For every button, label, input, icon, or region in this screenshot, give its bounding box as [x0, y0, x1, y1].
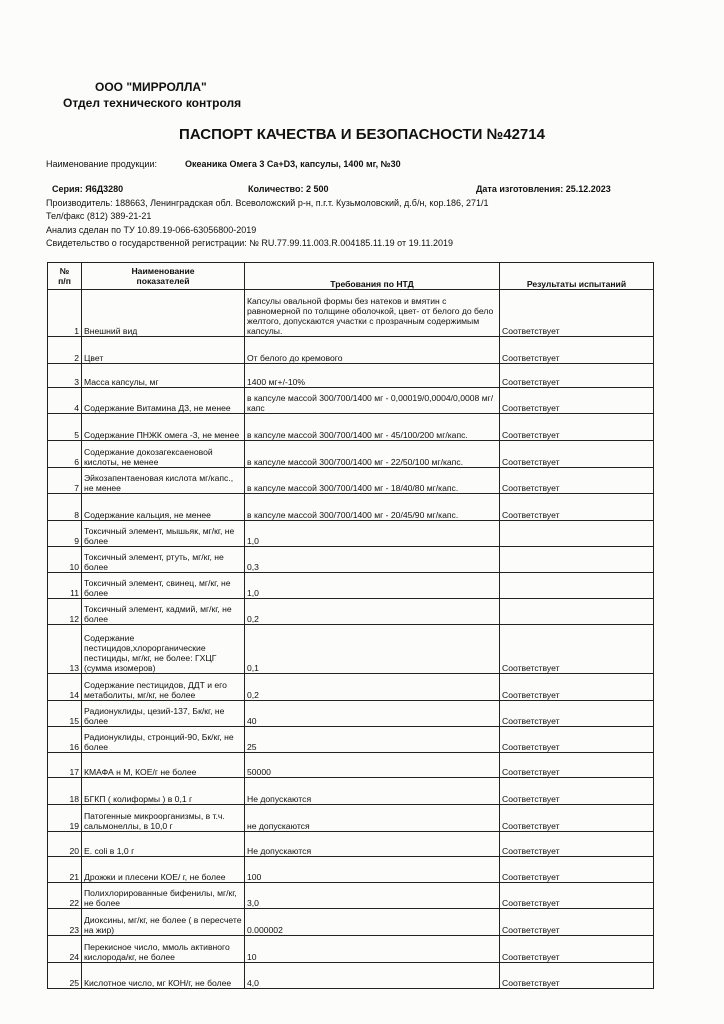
row-result: Соответствует: [500, 857, 654, 883]
row-requirement: 0,2: [245, 674, 500, 701]
row-result: Соответствует: [500, 753, 654, 778]
row-result: Соответствует: [500, 290, 654, 337]
row-number: 20: [48, 832, 82, 857]
row-requirement: Не допускаются: [245, 778, 500, 805]
row-result: Соответствует: [500, 674, 654, 701]
product-label: Наименование продукции:: [46, 159, 157, 169]
table-row: [48, 364, 654, 388]
row-number: 17: [48, 753, 82, 778]
row-result: Соответствует: [500, 337, 654, 364]
row-indicator: Цвет: [82, 337, 245, 364]
row-result: [500, 599, 654, 625]
row-requirement: в капсуле массой 300/700/1400 мг - 0,00019/0,0004/0,0008 мг/капс: [245, 388, 500, 414]
table-row: [48, 727, 654, 753]
row-requirement: 4,0: [245, 963, 500, 989]
table-row: [48, 805, 654, 832]
quality-table: [47, 262, 654, 989]
table-row: [48, 547, 654, 573]
row-indicator: Токсичный элемент, ртуть, мг/кг, не более: [82, 547, 245, 573]
row-indicator: Содержание ПНЖК омега -3, не менее: [82, 414, 245, 441]
table-row: [48, 674, 654, 701]
table-body: [48, 290, 654, 989]
row-result: Соответствует: [500, 625, 654, 674]
row-result: [500, 521, 654, 547]
row-indicator: Токсичный элемент, кадмий, мг/кг, не более: [82, 599, 245, 625]
row-number: 13: [48, 625, 82, 674]
row-requirement: 1400 мг+/-10%: [245, 364, 500, 388]
row-result: Соответствует: [500, 494, 654, 521]
row-indicator: Полихлорированные бифенилы, мг/кг, не более: [82, 883, 245, 909]
row-requirement: 1,0: [245, 573, 500, 599]
row-number: 12: [48, 599, 82, 625]
header-num: № п/п: [48, 263, 82, 290]
row-result: [500, 547, 654, 573]
row-indicator: Кислотное число, мг КОН/г, не более: [82, 963, 245, 989]
row-indicator: Токсичный элемент, свинец, мг/кг, не более: [82, 573, 245, 599]
row-number: 23: [48, 909, 82, 936]
row-result: Соответствует: [500, 468, 654, 494]
table-row: [48, 778, 654, 805]
row-indicator: Диоксины, мг/кг, не более ( в пересчете на жир): [82, 909, 245, 936]
row-requirement: в капсуле массой 300/700/1400 мг - 22/50/100 мг/капс.: [245, 441, 500, 468]
row-number: 11: [48, 573, 82, 599]
row-number: 16: [48, 727, 82, 753]
row-number: 5: [48, 414, 82, 441]
row-indicator: Содержание кальция, не менее: [82, 494, 245, 521]
table-row: [48, 573, 654, 599]
producer: Производитель: 188663, Ленинградская обл. Всеволожский р-н, п.г.т. Кузьмоловский, д.б/н, кор.186, 271/1: [46, 198, 489, 208]
row-number: 15: [48, 701, 82, 727]
row-indicator: Содержание Витамина Д3, не менее: [82, 388, 245, 414]
row-result: Соответствует: [500, 832, 654, 857]
row-indicator: Внешний вид: [82, 290, 245, 337]
document-title: ПАСПОРТ КАЧЕСТВА И БЕЗОПАСНОСТИ №42714: [179, 126, 545, 143]
row-number: 19: [48, 805, 82, 832]
series: Серия: Я6Д3280: [52, 184, 124, 194]
table-row: [48, 909, 654, 936]
row-result: Соответствует: [500, 701, 654, 727]
row-indicator: Радионуклиды, стронций-90, Бк/кг, не более: [82, 727, 245, 753]
row-number: 9: [48, 521, 82, 547]
row-number: 18: [48, 778, 82, 805]
row-requirement: в капсуле массой 300/700/1400 мг - 18/40/80 мг/капс.: [245, 468, 500, 494]
row-indicator: Масса капсулы, мг: [82, 364, 245, 388]
row-result: Соответствует: [500, 883, 654, 909]
row-number: 1: [48, 290, 82, 337]
row-number: 2: [48, 337, 82, 364]
row-result: Соответствует: [500, 727, 654, 753]
row-number: 24: [48, 936, 82, 963]
row-requirement: в капсуле массой 300/700/1400 мг - 45/100/200 мг/капс.: [245, 414, 500, 441]
row-indicator: E. coli в 1,0 г: [82, 832, 245, 857]
row-result: Соответствует: [500, 778, 654, 805]
table-row: [48, 625, 654, 674]
row-indicator: Содержание пестицидов, ДДТ и его метаболиты, мг/кг, не более: [82, 674, 245, 701]
row-requirement: От белого до кремового: [245, 337, 500, 364]
table-row: [48, 441, 654, 468]
table-row: [48, 414, 654, 441]
row-number: 7: [48, 468, 82, 494]
table-row: [48, 521, 654, 547]
row-number: 14: [48, 674, 82, 701]
row-result: Соответствует: [500, 805, 654, 832]
row-result: Соответствует: [500, 936, 654, 963]
row-number: 22: [48, 883, 82, 909]
row-requirement: 0.000002: [245, 909, 500, 936]
row-number: 3: [48, 364, 82, 388]
row-requirement: 0,1: [245, 625, 500, 674]
row-indicator: КМАФА н М, КОЕ/г не более: [82, 753, 245, 778]
table-row: [48, 494, 654, 521]
row-requirement: Капсулы овальной формы без натеков и вмятин с равномерной по толщине оболочкой, цвет- от белого до бело желтого, допускаются участки с прозрачным содержимым капсулы.: [245, 290, 500, 337]
row-number: 4: [48, 388, 82, 414]
row-result: Соответствует: [500, 388, 654, 414]
phone: Тел/факс (812) 389-21-21: [46, 211, 152, 221]
table-row: [48, 290, 654, 337]
row-result: Соответствует: [500, 441, 654, 468]
header-results: Результаты испытаний: [500, 263, 654, 290]
row-indicator: Эйкозапентаеновая кислота мг/капс., не менее: [82, 468, 245, 494]
row-number: 6: [48, 441, 82, 468]
table-row: [48, 883, 654, 909]
row-result: [500, 573, 654, 599]
row-requirement: 50000: [245, 753, 500, 778]
table-row: [48, 936, 654, 963]
org-name: ООО "МИРРОЛЛА": [95, 80, 207, 94]
table-row: [48, 388, 654, 414]
row-requirement: не допускаются: [245, 805, 500, 832]
row-indicator: Перекисное число, ммоль активного кислорода/кг, не более: [82, 936, 245, 963]
table-row: [48, 468, 654, 494]
row-number: 8: [48, 494, 82, 521]
row-result: Соответствует: [500, 364, 654, 388]
row-requirement: в капсуле массой 300/700/1400 мг - 20/45/90 мг/капс.: [245, 494, 500, 521]
row-indicator: Радионуклиды, цезий-137, Бк/кг, не более: [82, 701, 245, 727]
table-row: [48, 857, 654, 883]
row-result: Соответствует: [500, 909, 654, 936]
row-indicator: БГКП ( колиформы ) в 0,1 г: [82, 778, 245, 805]
row-requirement: 1,0: [245, 521, 500, 547]
row-indicator: Токсичный элемент, мышьяк, мг/кг, не более: [82, 521, 245, 547]
row-requirement: Не допускаются: [245, 832, 500, 857]
row-result: Соответствует: [500, 963, 654, 989]
analysis-note: Анализ сделан по ТУ 10.89.19-066-63056800-2019: [46, 225, 257, 235]
header-requirements: Требования по НТД: [245, 263, 500, 290]
row-requirement: 40: [245, 701, 500, 727]
row-requirement: 100: [245, 857, 500, 883]
quantity: Количество: 2 500: [248, 184, 329, 194]
row-number: 21: [48, 857, 82, 883]
table-header-row: [48, 263, 654, 290]
table-row: [48, 832, 654, 857]
table-row: [48, 337, 654, 364]
row-requirement: 10: [245, 936, 500, 963]
row-requirement: 3,0: [245, 883, 500, 909]
row-requirement: 0,3: [245, 547, 500, 573]
table-row: [48, 753, 654, 778]
table-row: [48, 701, 654, 727]
row-indicator: Содержание докозагексаеновой кислоты, не менее: [82, 441, 245, 468]
row-number: 10: [48, 547, 82, 573]
row-number: 25: [48, 963, 82, 989]
row-indicator: Дрожжи и плесени КОЕ/ г, не более: [82, 857, 245, 883]
registration-certificate: Свидетельство о государственной регистрации: № RU.77.99.11.003.R.004185.11.19 от 19.11.2019: [46, 238, 453, 248]
table-row: [48, 599, 654, 625]
row-result: Соответствует: [500, 414, 654, 441]
row-requirement: 0,2: [245, 599, 500, 625]
header-name: Наименование показателей: [82, 263, 245, 290]
row-requirement: 25: [245, 727, 500, 753]
department-name: Отдел технического контроля: [63, 96, 242, 110]
manufacture-date: Дата изготовления: 25.12.2023: [476, 184, 611, 194]
row-indicator: Патогенные микроорганизмы, в т.ч. сальмонеллы, в 10,0 г: [82, 805, 245, 832]
product-value: Океаника Омега 3 Ca+D3, капсулы, 1400 мг, №30: [185, 159, 401, 169]
table-row: [48, 963, 654, 989]
row-indicator: Содержание пестицидов,хлорорганические пестициды, мг/кг, не более: ГХЦГ (сумма изомеров): [82, 625, 245, 674]
